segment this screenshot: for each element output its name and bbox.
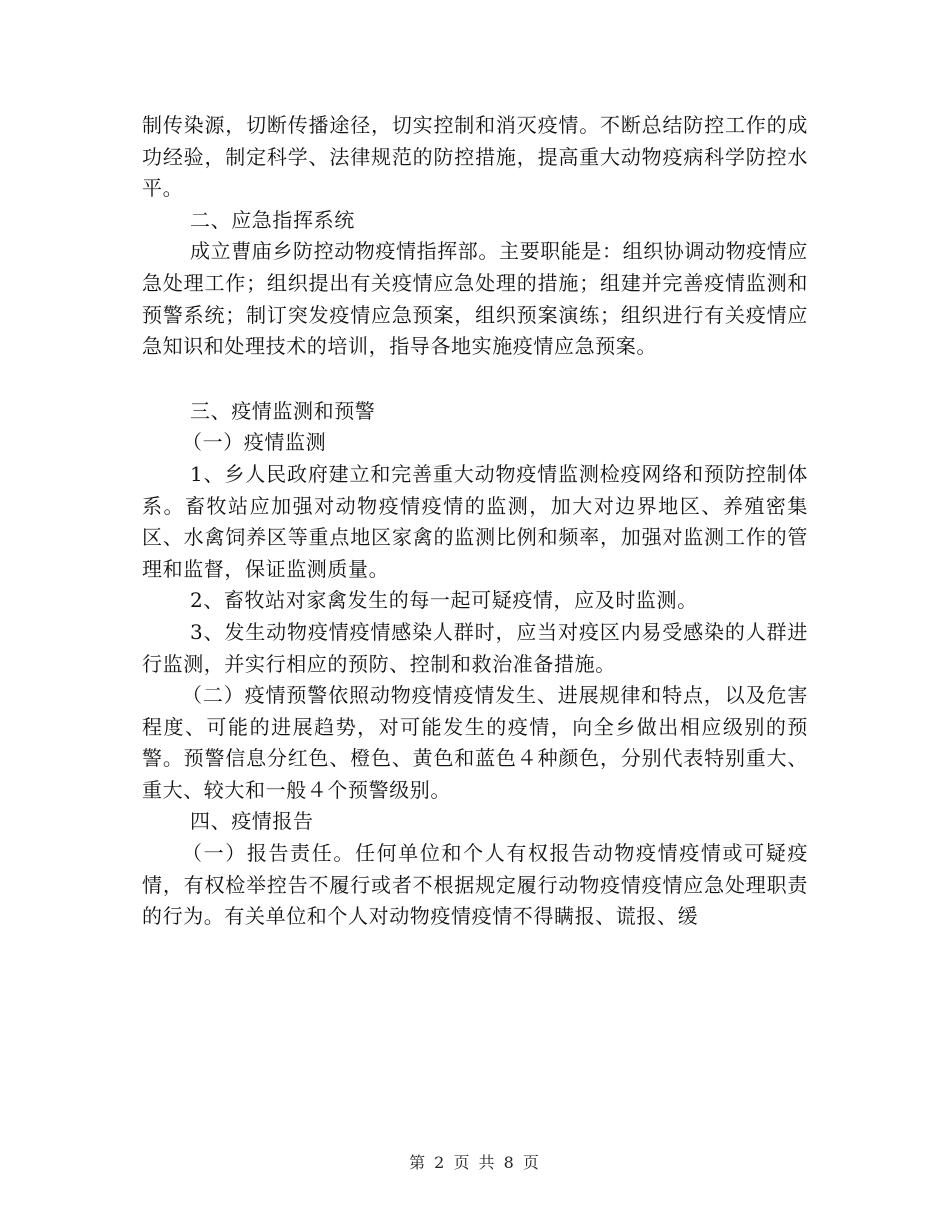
paragraph-continuation: 制传染源，切断传播途径，切实控制和消灭疫情。不断总结防控工作的成功经验，制定科学、法律规范的防控措施，提高重大动物疫病科学防控水平。 bbox=[142, 113, 808, 201]
document-body bbox=[142, 110, 808, 933]
section-heading-2: 二、应急指挥系统 bbox=[190, 207, 355, 232]
paragraph-monitoring-3: 3、发生动物疫情疫情感染人群时，应当对疫区内易受感染的人群进行监测，并实行相应的预防、控制和救治准备措施。 bbox=[142, 619, 808, 676]
blank-line bbox=[142, 363, 808, 396]
paragraph-monitoring-2: 2、畜牧站对家禽发生的每一起可疑疫情，应及时监测。 bbox=[190, 588, 698, 613]
section-heading-3: 三、疫情监测和预警 bbox=[190, 398, 376, 423]
paragraph-monitoring-1: 1、乡人民政府建立和完善重大动物疫情监测检疫网络和预防控制体系。畜牧站应加强对动物疫情疫情的监测，加大对边界地区、养殖密集区、水禽饲养区等重点地区家禽的监测比例和频率，加强对监测工作的管理和监督，保证监测质量。 bbox=[142, 461, 808, 581]
paragraph-early-warning: （二）疫情预警依照动物疫情疫情发生、进展规律和特点，以及危害程度、可能的进展趋势，对可能发生的疫情，向全乡做出相应级别的预警。预警信息分红色、橙色、黄色和蓝色４种颜色，分别代表特别重大、重大、较大和一般４个预警级别。 bbox=[142, 683, 808, 802]
page-footer: 第 2 页 共 8 页 bbox=[409, 1153, 541, 1172]
section-heading-4: 四、疫情报告 bbox=[190, 809, 314, 834]
paragraph-reporting-duty: （一）报告责任。任何单位和个人有权报告动物疫情疫情或可疑疫情，有权检举控告不履行或者不根据规定履行动物疫情疫情应急处理职责的行为。有关单位和个人对动物疫情疫情不得瞒报、谎报、缓 bbox=[142, 841, 808, 929]
subsection-heading-monitoring: （一）疫情监测 bbox=[182, 430, 327, 455]
paragraph-command-system: 成立曹庙乡防控动物疫情指挥部。主要职能是：组织协调动物疫情应急处理工作；组织提出有关疫情应急处理的措施；组建并完善疫情监测和预警系统；制订突发疫情应急预案，组织预案演练；组织进行有关疫情应急知识和处理技术的培训，指导各地实施疫情应急预案。 bbox=[142, 239, 808, 359]
